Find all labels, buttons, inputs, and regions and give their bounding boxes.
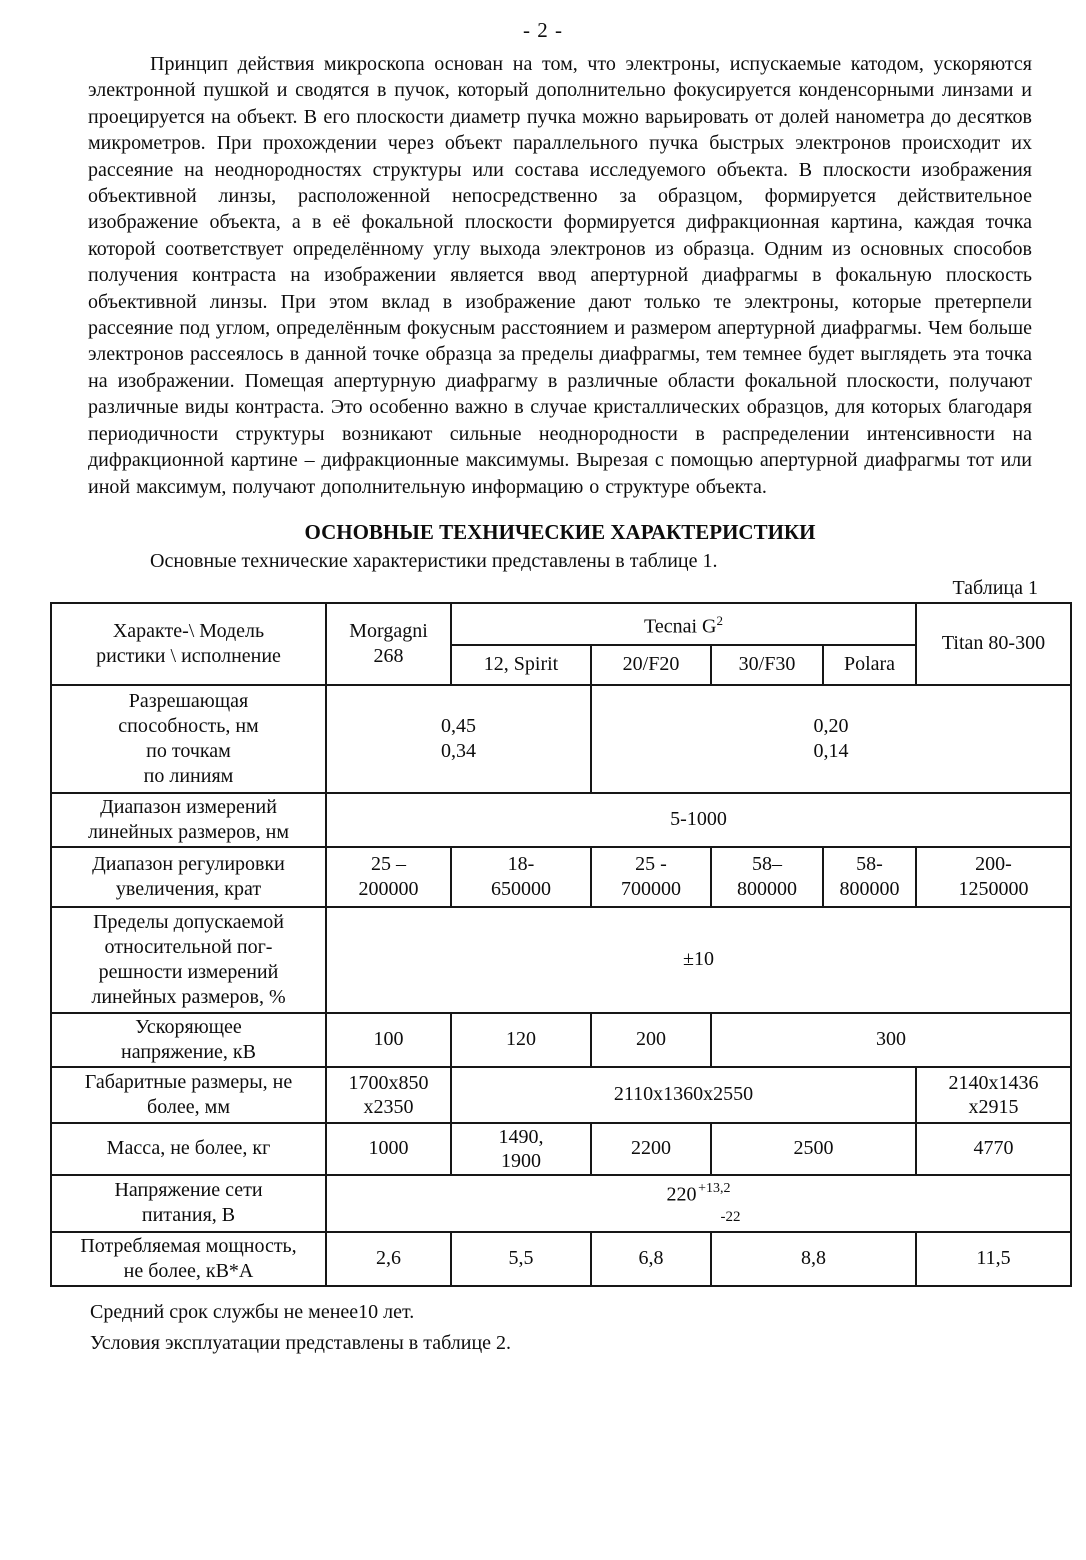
magnification-titan-line1: 200- [975, 852, 1012, 875]
cell-magnification-label [51, 847, 326, 907]
magnification-spirit-line2: 650000 [491, 877, 551, 900]
magnification-titan-line2: 1250000 [958, 877, 1029, 900]
cell-magnification-titan [916, 847, 1071, 907]
mains-plus-tolerance: +13,2 [698, 1180, 731, 1196]
mains-nominal-value: 220 [666, 1183, 697, 1206]
mains-label-line2: питания, В [141, 1204, 236, 1227]
cell-voltage-label [51, 1013, 326, 1067]
measurement-error-label-line2: относительной пог- [104, 935, 273, 958]
row-magnification-range [51, 847, 1071, 907]
section-intro: Основные технические характеристики представлены в таблице 1. [150, 549, 718, 572]
magnification-spirit-line1: 18- [507, 852, 535, 875]
magnification-morgagni-line1: 25 – [371, 852, 406, 875]
measurement-error-label-line1: Пределы допускаемой [93, 910, 284, 933]
cell-power-morgagni: 2,6 [326, 1232, 451, 1286]
cell-header-polara: Polara [823, 645, 916, 685]
cell-power-spirit: 5,5 [451, 1232, 591, 1286]
measurement-error-label-line3: решности измерений [98, 960, 279, 983]
cell-mass-morgagni: 1000 [326, 1123, 451, 1175]
resolution-label-line3: по точкам [146, 739, 231, 762]
magnification-f30-line2: 800000 [737, 877, 797, 900]
dimensions-morgagni-line1: 1700х850 [348, 1071, 429, 1094]
cell-mass-spirit [451, 1123, 591, 1175]
row-dimensions [51, 1067, 1071, 1123]
cell-header-tecnai [451, 603, 916, 645]
cell-resolution-morgagni-spirit [326, 685, 591, 793]
resolution-lines-right: 0,14 [813, 739, 849, 762]
cell-dimensions-label [51, 1067, 326, 1123]
magnification-f20-line1: 25 - [635, 852, 667, 875]
cell-magnification-f30 [711, 847, 823, 907]
dimensions-titan-line2: х2915 [968, 1095, 1019, 1118]
cell-magnification-morgagni [326, 847, 451, 907]
row-mains-voltage [51, 1175, 1071, 1232]
cell-dimensions-spirit-polara: 2110х1360х2550 [451, 1067, 916, 1123]
cell-header-f20: 20/F20 [591, 645, 711, 685]
cell-mass-titan: 4770 [916, 1123, 1071, 1175]
cell-mains-label [51, 1175, 326, 1232]
mains-minus-tolerance: -22 [720, 1208, 741, 1225]
cell-mass-f30-polara: 2500 [711, 1123, 916, 1175]
dimensions-label-line1: Габаритные размеры, не [84, 1070, 293, 1093]
header-characteristics-line2: ристики \ исполнение [96, 644, 281, 667]
cell-resolution-label [51, 685, 326, 793]
resolution-label-line1: Разрешающая [128, 689, 249, 712]
resolution-label-line4: по линиям [143, 764, 234, 787]
measuring-range-label-line2: линейных размеров, нм [88, 820, 289, 843]
mass-spirit-line2: 1900 [501, 1149, 541, 1172]
after-table-notes [90, 1297, 1032, 1359]
cell-header-spirit: 12, Spirit [451, 645, 591, 685]
header-tecnai-superscript: 2 [716, 613, 723, 629]
page-number: - 2 - [523, 18, 563, 42]
row-resolution [51, 685, 1071, 793]
magnification-morgagni-line2: 200000 [358, 877, 419, 900]
header-morgagni-line1: Morgagni [349, 619, 428, 642]
resolution-label-line2: способность, нм [118, 714, 259, 737]
resolution-points-left: 0,45 [441, 714, 476, 737]
header-morgagni-line2: 268 [373, 644, 404, 667]
row-measurement-error [51, 907, 1071, 1013]
resolution-points-right: 0,20 [813, 714, 849, 737]
cell-measurement-error-value: ±10 [326, 907, 1071, 1013]
mains-label-line1: Напряжение сети [114, 1179, 263, 1202]
cell-power-label [51, 1232, 326, 1286]
cell-mass-f20: 2200 [591, 1123, 711, 1175]
cell-power-f30-polara: 8,8 [711, 1232, 916, 1286]
row-power-consumption [51, 1232, 1071, 1286]
cell-mains-value [326, 1175, 1071, 1232]
row-accelerating-voltage [51, 1013, 1071, 1067]
cell-header-titan: Titan 80-300 [916, 603, 1071, 685]
cell-magnification-f20 [591, 847, 711, 907]
cell-power-titan: 11,5 [916, 1232, 1071, 1286]
table-caption: Таблица 1 [952, 576, 1038, 599]
dimensions-label-line2: более, мм [147, 1095, 230, 1118]
mains-value-with-plus-tolerance [331, 1177, 1066, 1208]
header-row-top [51, 603, 1071, 645]
magnification-polara-line2: 800000 [839, 877, 900, 900]
cell-header-f30: 30/F30 [711, 645, 823, 685]
cell-magnification-polara [823, 847, 916, 907]
cell-dimensions-titan [916, 1067, 1071, 1123]
cell-magnification-spirit [451, 847, 591, 907]
header-characteristics-line1: Характе-\ Модель [112, 619, 265, 642]
voltage-label-line1: Ускоряющее [135, 1015, 242, 1038]
measurement-error-label-line4: линейных размеров, % [91, 985, 286, 1008]
cell-measurement-error-label [51, 907, 326, 1013]
section-heading: ОСНОВНЫЕ ТЕХНИЧЕСКИЕ ХАРАКТЕРИСТИКИ [304, 519, 816, 544]
header-tecnai-name: Tecnai G [644, 615, 717, 638]
operating-conditions-note: Условия эксплуатации представлены в таблице 2. [90, 1331, 512, 1354]
power-label-line2: не более, кВ*А [123, 1259, 254, 1282]
cell-voltage-spirit: 120 [451, 1013, 591, 1067]
row-measuring-range [51, 793, 1071, 847]
measuring-range-label-line1: Диапазон измерений [100, 795, 277, 818]
cell-mass-label: Масса, не более, кг [51, 1123, 326, 1175]
power-label-line1: Потребляемая мощность, [80, 1234, 297, 1257]
dimensions-titan-line1: 2140х1436 [948, 1071, 1039, 1094]
dimensions-morgagni-line2: х2350 [363, 1095, 414, 1118]
magnification-label-line2: увеличения, крат [115, 877, 262, 900]
magnification-f20-line2: 700000 [621, 877, 681, 900]
magnification-polara-line1: 58- [856, 852, 883, 875]
cell-voltage-morgagni: 100 [326, 1013, 451, 1067]
intro-paragraph: Принцип действия микроскопа основан на том, что электроны, испускаемые катодом, ускоряются электронной пушкой и сводятся в пучок, который дополнительно фокусируется конденсорными линзами и проецируется на объект. В его плоскости диаметр пучка можно варьировать от долей нанометра до десятков микрометров. При прохождении через объект параллельного пучка быстрых электронов происходит их рассеяние на неоднородностях структуры или состава исследуемого объекта. В плоскости изображения объективной линзы, расположенной непосредственно за образцом, формируется действительное изображение объекта, а в её фокальной плоскости формируется дифракционная картина, каждая точка которой соответствует определённому углу выхода электронов из образца. Одним из основных способов получения контраста на изображении является ввод апертурной диафрагмы в фокальную плоскость объективной линзы. При этом вклад в изображение дают только те электроны, которые претерпели рассеяние под углом, определённым фокусным расстоянием и размером апертурной диафрагмы. Чем больше электронов рассеялось в данной точке образца за пределы диафрагмы, тем темнее будет выглядеть эта точка на изображении. Помещая апертурную диафрагму в различные области фокальной плоскости, получают различные виды контраста. Это особенно важно в случае кристаллических образцов, для которых благодаря периодичности структуры возникают сильные неоднородности в распределении интенсивности на дифракционной картине – дифракционные максимумы. Вырезая с помощью апертурной диафрагмы тот или иной максимум, получают дополнительную информацию о структуре объекта. [88, 53, 1032, 498]
voltage-label-line2: напряжение, кВ [121, 1040, 256, 1063]
mass-spirit-line1: 1490, [498, 1125, 544, 1148]
magnification-f30-line1: 58– [752, 852, 782, 875]
cell-voltage-f30-polara-titan: 300 [711, 1013, 1071, 1067]
cell-voltage-f20: 200 [591, 1013, 711, 1067]
row-mass [51, 1123, 1071, 1175]
cell-measuring-range-value: 5-1000 [326, 793, 1071, 847]
cell-header-characteristics [51, 603, 326, 685]
resolution-lines-left: 0,34 [441, 739, 476, 762]
cell-resolution-f20-titan [591, 685, 1071, 793]
cell-dimensions-morgagni [326, 1067, 451, 1123]
technical-characteristics-table [50, 602, 1072, 1287]
cell-power-f20: 6,8 [591, 1232, 711, 1286]
cell-header-morgagni [326, 603, 451, 685]
service-life-note: Средний срок службы не менее10 лет. [90, 1300, 415, 1323]
cell-measuring-range-label [51, 793, 326, 847]
magnification-label-line1: Диапазон регулировки [92, 852, 285, 875]
